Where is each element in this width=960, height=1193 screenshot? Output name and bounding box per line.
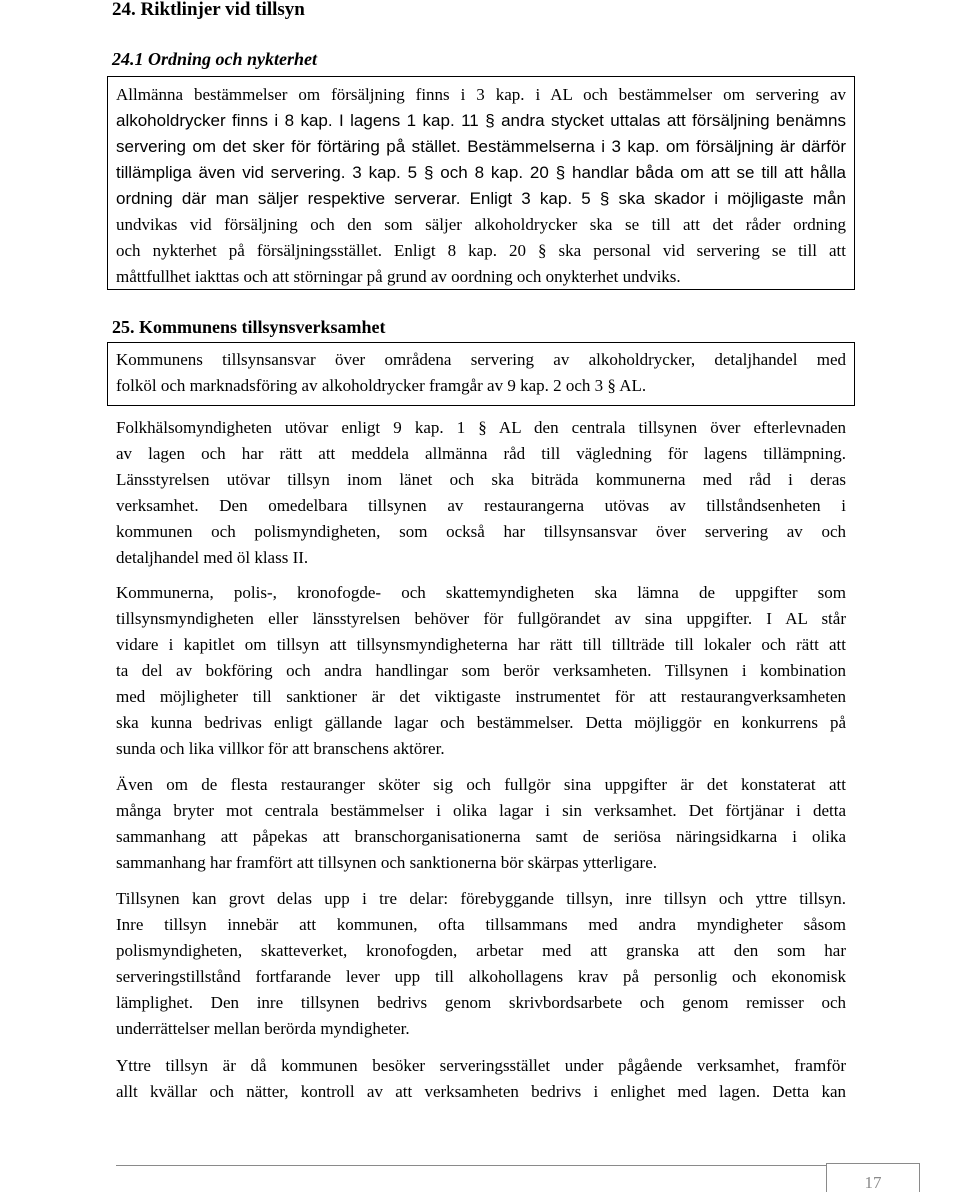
text-line: polismyndigheten, skatteverket, kronofogden, arbetar med att granska att den som har <box>116 941 846 960</box>
regulation-box-text <box>116 347 846 399</box>
text-line: serveringstillstånd fortfarande lever upp till alkohollagens krav på personlig och ekonomisk <box>116 967 846 986</box>
footer-rule <box>116 1165 826 1166</box>
text-line: måttfullhet iakttas och att störningar på grund av oordning och onykterhet undviks. <box>116 267 681 286</box>
text-line: Tillsynen kan grovt delas upp i tre delar: förebyggande tillsyn, inre tillsyn och yttre tillsyn. <box>116 889 846 908</box>
text-line: kommunen och polismyndigheten, som också har tillsynsansvar över servering av och <box>116 522 846 541</box>
section-heading: 25. Kommunens tillsynsverksamhet <box>112 317 386 337</box>
paragraph <box>116 580 846 762</box>
text-line: tillämpliga även vid servering. 3 kap. 5 § och 8 kap. 20 § handlar båda om att se till att hålla <box>116 163 846 182</box>
text-line: sammanhang att påpekas att branschorganisationerna samt de seriösa näringsidkarna i olika <box>116 827 846 846</box>
text-line: sammanhang har framfört att tillsynen och sanktionerna bör skärpas ytterligare. <box>116 853 657 872</box>
text-line: Även om de flesta restauranger sköter sig och fullgör sina uppgifter är det konstaterat att <box>116 775 846 794</box>
text-line: Yttre tillsyn är då kommunen besöker serveringsstället under pågående verksamhet, framför <box>116 1056 846 1075</box>
text-line: många bryter mot centrala bestämmelser i olika lagar i sin verksamhet. Det förtjänar i detta <box>116 801 846 820</box>
text-line: ta del av bokföring och andra handlingar som berör verksamheten. Tillsynen i kombination <box>116 661 846 680</box>
text-line: ordning där man säljer respektive serverar. Enligt 3 kap. 5 § ska skador i möjligaste mån <box>116 189 846 208</box>
text-line: Kommunerna, polis-, kronofogde- och skattemyndigheten ska lämna de uppgifter som <box>116 583 846 602</box>
text-line: Inre tillsyn innebär att kommunen, ofta tillsammans med andra myndigheter såsom <box>116 915 846 934</box>
text-line: Länsstyrelsen utövar tillsyn inom länet och ska biträda kommunerna med råd i deras <box>116 470 846 489</box>
text-line: tillsynsmyndigheten eller länsstyrelsen behöver för fullgörandet av sina uppgifter. I AL står <box>116 609 846 628</box>
paragraph <box>116 772 846 876</box>
text-line: lämplighet. Den inre tillsynen bedrivs genom skrivbordsarbete och genom remisser och <box>116 993 846 1012</box>
text-line: alkoholdrycker finns i 8 kap. I lagens 1 kap. 11 § andra stycket uttalas att försäljning benämns <box>116 111 846 130</box>
page-number: 17 <box>864 1173 882 1192</box>
text-line: och nykterhet på försäljningsstället. Enligt 8 kap. 20 § ska personal vid servering se till att <box>116 241 846 260</box>
text-line: folköl och marknadsföring av alkoholdrycker framgår av 9 kap. 2 och 3 § AL. <box>116 376 647 395</box>
paragraph <box>116 1053 846 1105</box>
paragraph <box>116 415 846 571</box>
text-line: detaljhandel med öl klass II. <box>116 548 309 567</box>
text-line: sunda och lika villkor för att branschens aktörer. <box>116 739 445 758</box>
text-line: med möjligheter till sanktioner är det viktigaste instrumentet för att restaurangverksamheten <box>116 687 846 706</box>
text-line: undvikas vid försäljning och den som säljer alkoholdrycker ska se till att det råder ordning <box>116 215 846 234</box>
text-line: vidare i kapitlet om tillsyn att tillsynsmyndigheterna har rätt till tillträde till lokaler och rätt att <box>116 635 846 654</box>
text-line: Kommunens tillsynsansvar över områdena servering av alkoholdrycker, detaljhandel med <box>116 350 846 369</box>
text-line: underrättelser mellan berörda myndigheter. <box>116 1019 410 1038</box>
text-line: Allmänna bestämmelser om försäljning finns i 3 kap. i AL och bestämmelser om servering av <box>116 85 846 104</box>
section-heading: 24. Riktlinjer vid tillsyn <box>112 0 305 20</box>
text-line: allt kvällar och nätter, kontroll av att verksamheten bedrivs i enlighet med lagen. Detta kan <box>116 1082 846 1101</box>
text-line: av lagen och har rätt att meddela allmänna råd till vägledning för lagens tillämpning. <box>116 444 846 463</box>
subsection-heading: 24.1 Ordning och nykterhet <box>112 49 318 69</box>
text-line: servering om det sker för förtäring på stället. Bestämmelserna i 3 kap. om försäljning är därför <box>116 137 846 156</box>
text-line: ska kunna bedrivas enligt gällande lagar och bestämmelser. Detta möjliggör en konkurrens på <box>116 713 846 732</box>
page-number-box <box>826 1163 920 1192</box>
regulation-box-text <box>116 82 846 290</box>
text-line: verksamhet. Den omedelbara tillsynen av restaurangerna utövas av tillståndsenheten i <box>116 496 846 515</box>
text-line: Folkhälsomyndigheten utövar enligt 9 kap. 1 § AL den centrala tillsynen över efterlevnaden <box>116 418 846 437</box>
paragraph <box>116 886 846 1042</box>
